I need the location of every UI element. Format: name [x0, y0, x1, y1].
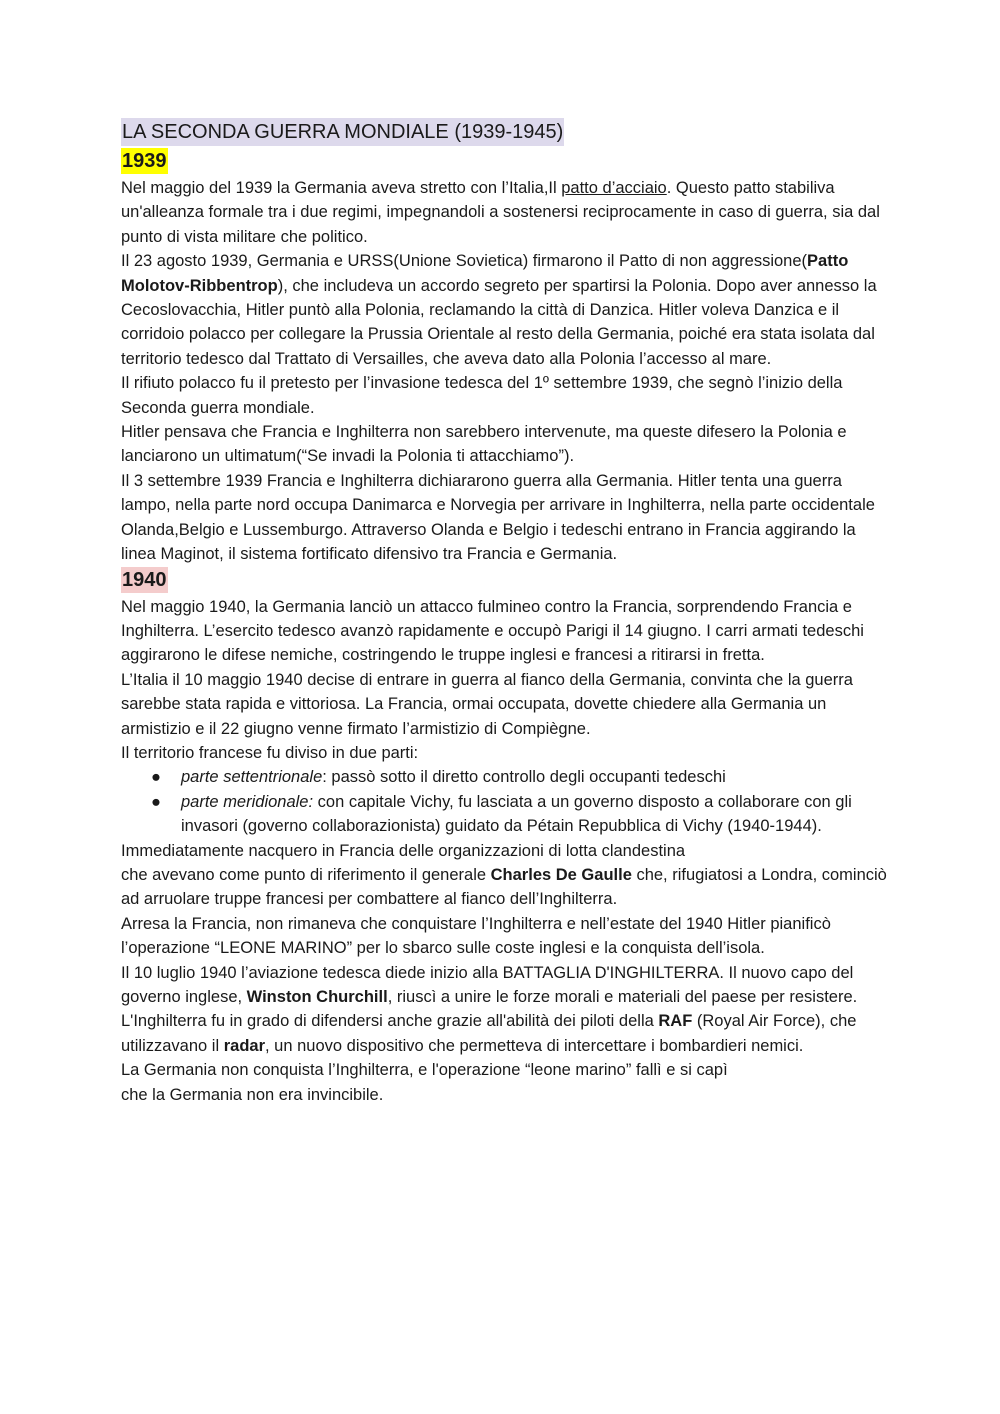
year-heading-1939: 1939 [122, 150, 167, 172]
italic-term: parte meridionale: [181, 792, 314, 811]
text-run: : passò sotto il diretto controllo degli occupanti tedeschi [322, 768, 726, 787]
text-run: (Royal Air Force), che utilizzavano il [121, 1012, 857, 1055]
paragraph [121, 176, 891, 249]
text-run: Il 23 agosto 1939, Germania e URSS(Unione Sovietica) firmarono il Patto di non aggressione( [121, 252, 808, 271]
underlined-term: patto d’acciaio [561, 179, 667, 197]
text-run: Immediatamente nacquero in Francia delle organizzazioni di lotta clandestina [121, 841, 686, 860]
list-item [151, 790, 891, 839]
paragraph [121, 961, 891, 1059]
text-run: . Questo patto stabiliva un'alleanza formale tra i due regimi, impegnandoli a sostenersi reciprocamente in caso di guerra, sia dal punto di vista militare che politico. [121, 179, 880, 246]
text-run: Il 10 luglio 1940 l’aviazione tedesca diede inizio alla BATTAGLIA D'INGHILTERRA. Il nuovo capo del governo inglese, [121, 963, 854, 1006]
bullet-icon: ● [151, 792, 161, 811]
bold-term: Winston Churchill [246, 988, 388, 1006]
list-item [151, 765, 891, 789]
document-title: LA SECONDA GUERRA MONDIALE (1939-1945) [121, 118, 564, 146]
bold-term: radar [223, 1036, 265, 1055]
paragraph [121, 249, 891, 371]
heading-1939-line [121, 148, 891, 176]
text-run: ), che includeva un accordo segreto per spartirsi la Polonia. Dopo aver annesso la Cecoslovacchia, Hitler puntò alla Polonia, reclamando la città di Danzica. Hitler voleva Danzica e il corridoio polacco per collegare la Prussia Orientale al resto della Germania, poiché era stata isolata dal territorio tedesco dal Trattato di Versailles, che aveva dato alla Polonia l’accesso al mare. [121, 276, 877, 368]
text-run: che, rifugiatosi a Londra, cominciò ad arruolare truppe francesi per combattere al fianco dell’Inghilterra. [121, 865, 887, 909]
text-run: , un nuovo dispositivo che permetteva di intercettare i bombardieri nemici. [265, 1036, 804, 1055]
paragraph: L’Italia il 10 maggio 1940 decise di entrare in guerra al fianco della Germania, convinta che la guerra sarebbe stata rapida e vittoriosa. La Francia, ormai occupata, dovette chiedere alla Germania un armistizio e il 22 giugno venne firmato l’armistizio di Compiègne. [121, 670, 853, 738]
text-run: che la Germania non era invincibile. [121, 1085, 384, 1104]
italic-term: parte settentrionale [181, 768, 323, 787]
heading-1940-line [121, 567, 891, 595]
bold-term: Patto Molotov-Ribbentrop [121, 252, 849, 295]
year-heading-1940: 1940 [122, 568, 167, 591]
paragraph: Nel maggio 1940, la Germania lanciò un attacco fulmineo contro la Francia, sorprendendo Francia e Inghilterra. L’esercito tedesco avanzò rapidamente e occupò Parigi il 14 giugno. I carri armati tedeschi aggirarono le difese nemiche, costringendo le truppe inglesi e francesi a ritirarsi in fretta. [121, 597, 864, 665]
bold-term: Charles De Gaulle [490, 865, 632, 884]
paragraph [121, 1058, 891, 1107]
text-run: La Germania non conquista l’Inghilterra, e l'operazione “leone marino” fallì e si capì [121, 1061, 728, 1080]
title-line [121, 118, 891, 148]
bullet-list [121, 765, 891, 838]
paragraph: Hitler pensava che Francia e Inghilterra non sarebbero intervenute, ma queste difesero la Polonia e lanciarono un ultimatum(“Se invadi la Polonia ti attacchiamo”). [121, 423, 847, 466]
paragraph [121, 839, 891, 912]
paragraph: Il rifiuto polacco fu il pretesto per l’invasione tedesca del 1º settembre 1939, che segnò l’inizio della Seconda guerra mondiale. [121, 374, 843, 417]
bullet-icon: ● [151, 768, 161, 787]
paragraph: Il territorio francese fu diviso in due parti: [121, 743, 419, 762]
text-run: con capitale Vichy, fu lasciata a un governo disposto a collaborare con gli invasori (governo collaborazionista) guidato da Pétain Repubblica di Vichy (1940-1944). [181, 792, 852, 836]
document-body [121, 118, 891, 1107]
text-run: , riuscì a unire le forze morali e materiali del paese per resistere. L'Inghilterra fu in grado di difendersi anche grazie all'abilità dei piloti della [121, 988, 858, 1031]
text-run: Nel maggio del 1939 la Germania aveva stretto con l’Italia,Il [121, 179, 562, 197]
paragraph: Il 3 settembre 1939 Francia e Inghilterra dichiararono guerra alla Germania. Hitler tenta una guerra lampo, nella parte nord occupa Danimarca e Norvegia per arrivare in Inghilterra, nella parte occidentale Olanda,Belgio e Lussemburgo. Attraverso Olanda e Belgio i tedeschi entrano in Francia aggirando la linea Maginot, il sistema fortificato difensivo tra Francia e Germania. [121, 471, 875, 564]
bold-term: RAF [658, 1012, 693, 1031]
text-run: che avevano come punto di riferimento il generale [121, 865, 491, 884]
paragraph: Arresa la Francia, non rimaneva che conquistare l’Inghilterra e nell’estate del 1940 Hitler pianificò l’operazione “LEONE MARINO” per lo sbarco sulle coste inglesi e la conquista dell’isola. [121, 914, 831, 958]
